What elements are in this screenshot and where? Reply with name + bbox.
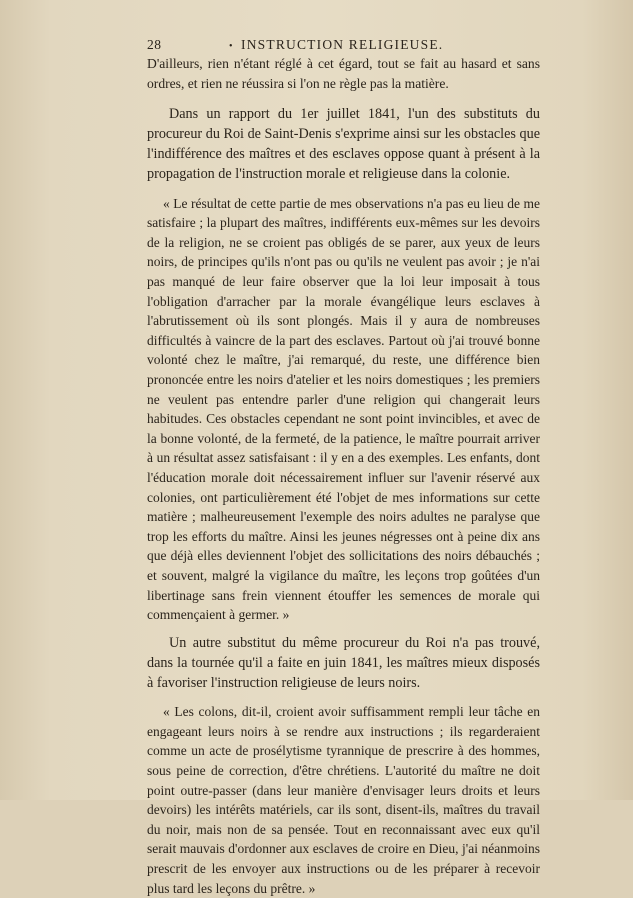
- quotation-colonists: « Les colons, dit-il, croient avoir suffisamment rempli leur tâche en engageant leurs noirs à se rendre aux instructions ; ils regarderaient comme un acte de prosélytisme tyrannique de prescrire à des hommes, sous peine de correction, d'être chrétiens. L'autorité du maître ne doit point outre-passer (dans leur manière d'envisager leurs droits et leurs devoirs) les intérêts matériels, car ils sont, disent-ils, maîtres du travail du noir, mais non de sa pensée. Tout en reconnaissant avec eux qu'il serait mauvais d'ordonner aux esclaves de croire en Dieu, j'ai néanmoins prescrit de les envoyer aux instructions ou de les préparer à recevoir plus tard les leçons du prêtre. »: [147, 704, 540, 896]
- page-body: [147, 54, 540, 898]
- paragraph-continuation: D'ailleurs, rien n'étant réglé à cet égard, tout se fait au hasard et sans ordres, et rien ne réussira si l'on ne règle pas la matière.: [147, 56, 540, 91]
- paragraph-report-intro: Dans un rapport du 1er juillet 1841, l'un des substituts du procureur du Roi de Saint-Denis s'exprime ainsi sur les obstacles que l'indifférence des maîtres et des esclaves oppose quant à présent à la propagation de l'instruction morale et religieuse dans la colonie.: [147, 105, 540, 183]
- header-ornament: •: [229, 41, 234, 52]
- paragraph-second-substitute: Un autre substitut du même procureur du Roi n'a pas trouvé, dans la tournée qu'il a faite en juin 1841, les maîtres mieux disposés à favoriser l'instruction religieuse de leurs noirs.: [147, 634, 540, 692]
- quotation-substitute-report: « Le résultat de cette partie de mes observations n'a pas eu lieu de me satisfaire ; la plupart des maîtres, indifférents eux-mêmes sur les devoirs de la religion, ne se croient pas obligés de se parer, aux yeux de leurs noirs, de principes qu'ils n'ont pas ou qu'ils ne veulent pas avoir ; je n'ai pas manqué de leur faire observer que la loi leur imposait à tous l'obligation d'arracher par la morale évangélique leurs esclaves à l'abrutissement où ils sont plongés. Mais il y aura de nombreuses difficultés à vaincre de la part des esclaves. Partout où j'ai trouvé bonne volonté chez le maître, j'ai remarqué, du reste, une différence bien prononcée entre les noirs d'atelier et les noirs domestiques ; les premiers ne veulent pas entendre parler d'une religion qui changerait leurs habitudes. Ces obstacles cependant ne sont point invincibles, et avec de la bonne volonté, de la fermeté, de la patience, le maître pourrait arriver à un résultat assez satisfaisant : il y en a des exemples. Les enfants, dont l'éducation morale doit nécessairement influer sur l'avenir réservé aux colonies, ont particulièrement été l'objet de mes informations sur cette matière ; malheureusement l'exemple des noirs adultes ne paralyse que trop les efforts du maître. Ainsi les jeunes négresses ont à peine dix ans que déjà elles deviennent l'objet des sollicitations des noirs débauchés ; et souvent, malgré la vigilance du maître, les leçons trop goûtées d'un libertinage sans frein viennent étouffer les semences de morale qui commençaient à germer. »: [147, 195, 540, 623]
- running-title: INSTRUCTION RELIGIEUSE.: [241, 37, 444, 52]
- page-number: 28: [147, 37, 162, 52]
- running-header: [147, 37, 537, 53]
